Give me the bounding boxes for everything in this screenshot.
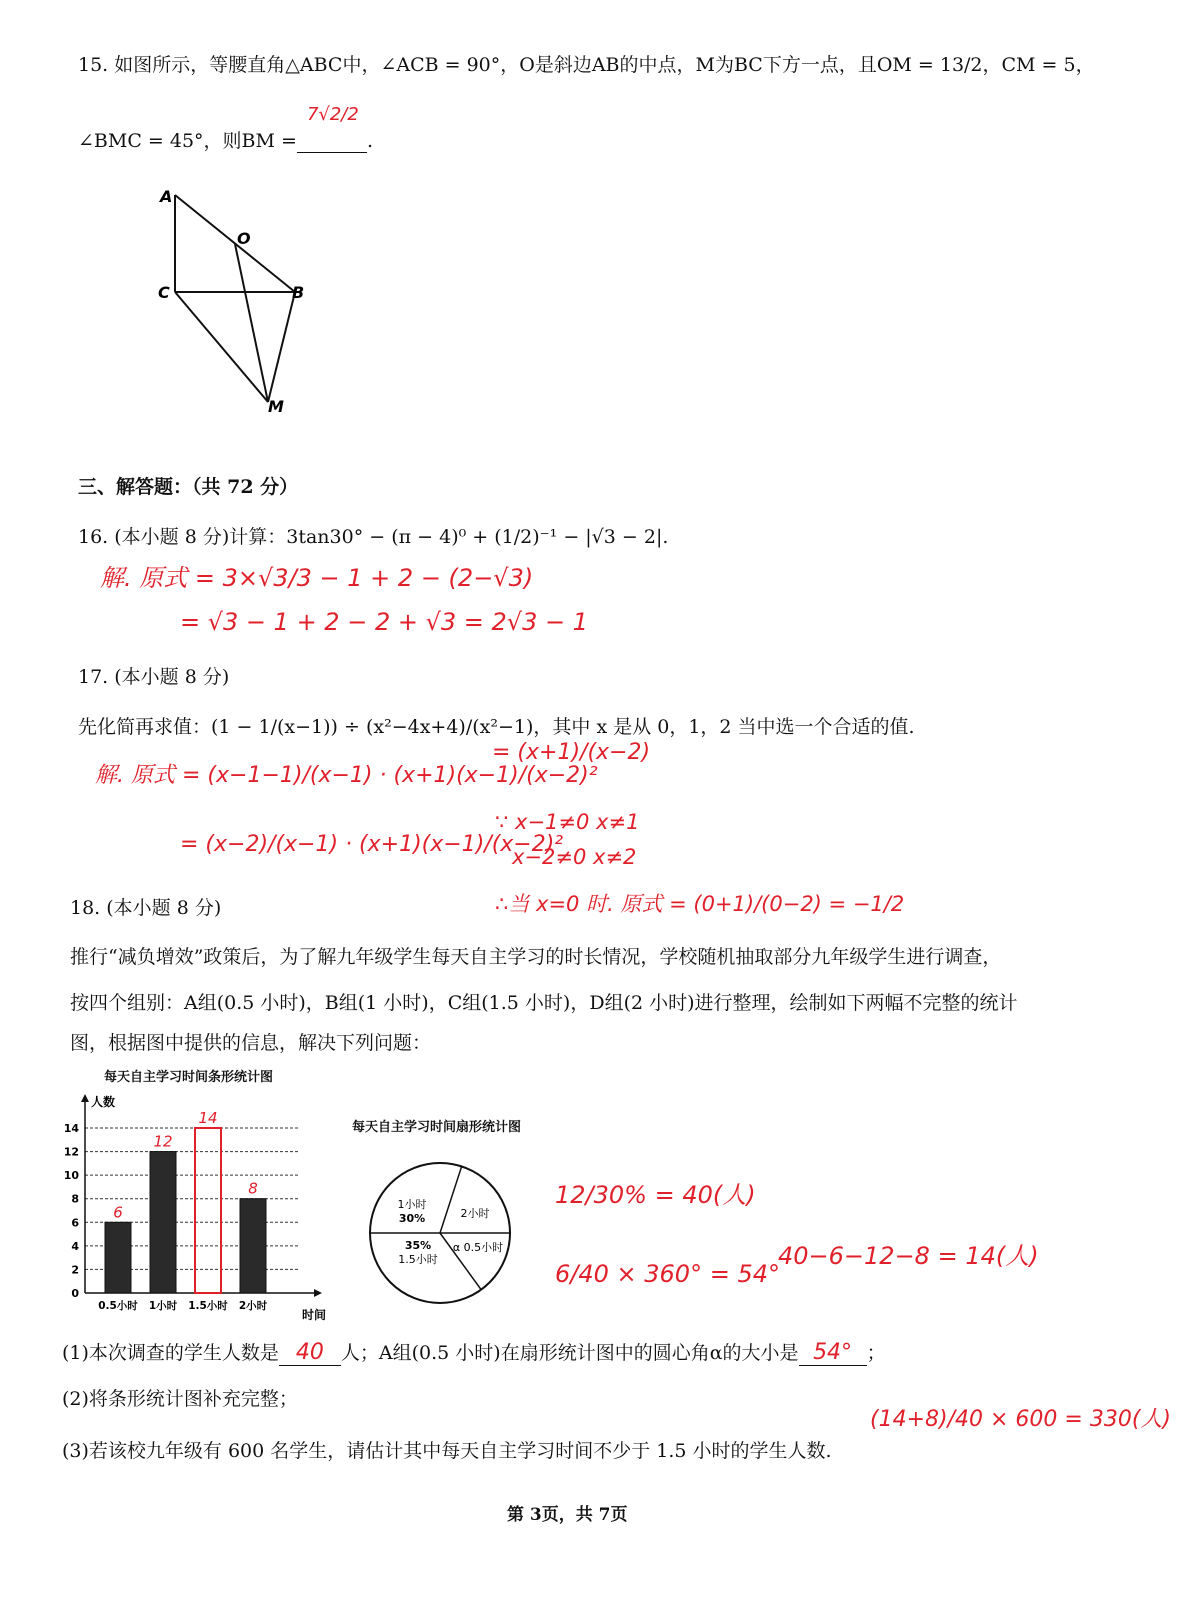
q18-sub1-answer2: 54° — [813, 1340, 853, 1365]
y-axis-arrow — [81, 1094, 89, 1102]
q17-work-line2: = (x−2)/(x−1) · (x+1)(x−1)/(x−2)² — [180, 832, 564, 857]
pie-slice-label: 1小时 — [397, 1198, 427, 1211]
q17-header: 17. (本小题 8 分) — [78, 666, 230, 688]
y-tick-label: 10 — [63, 1169, 79, 1183]
point-m-label: M — [268, 397, 284, 416]
point-c-label: C — [158, 283, 170, 302]
q18-sub3: (3)若该校九年级有 600 名学生，请估计其中每天自主学习时间不少于 1.5 小时的学生人数. — [62, 1440, 832, 1462]
q16-work-line2: = √3 − 1 + 2 − 2 + √3 = 2√3 − 1 — [180, 608, 588, 636]
q18-sub1: (1)本次调查的学生人数是 40 人；A组(0.5 小时)在扇形统计图中的圆心角α的大小是 54° ； — [62, 1340, 886, 1365]
q18-sub2: (2)将条形统计图补充完整； — [62, 1388, 298, 1410]
section-title: 三、解答题：（共 72 分） — [78, 476, 299, 498]
q17-work-line1: 解. 原式 = (x−1−1)/(x−1) · (x+1)(x−1)/(x−2)² — [95, 763, 598, 788]
point-o-label: O — [237, 229, 251, 248]
pie-chart-title: 每天自主学习时间扇形统计图 — [352, 1120, 522, 1135]
bar-value-label: 6 — [113, 1203, 123, 1222]
pie-slice-label: α 0.5小时 — [452, 1241, 504, 1254]
point-a-label: A — [160, 187, 173, 206]
q18-sub1-blank1 — [279, 1340, 341, 1366]
bar-0 — [105, 1222, 131, 1293]
calc-angle-alpha: 6/40 × 360° = 54° — [555, 1260, 780, 1288]
q15-answer-blank — [297, 104, 367, 153]
q15-answer: 7√2/2 — [306, 104, 359, 125]
x-tick-label: 0.5小时 — [98, 1300, 138, 1312]
page-footer: 第 3页，共 7页 — [507, 1505, 628, 1525]
bar-1 — [150, 1152, 176, 1293]
x-tick-label: 1小时 — [148, 1300, 178, 1312]
bar-value-label: 12 — [153, 1132, 173, 1151]
q18-sub1-blank2 — [799, 1340, 867, 1366]
q18-sub1-part1: (1)本次调查的学生人数是 — [62, 1342, 279, 1364]
calc-group-c-count: 40−6−12−8 = 14(人) — [778, 1242, 1039, 1270]
point-b-label: B — [292, 283, 305, 302]
bar-chart-title: 每天自主学习时间条形统计图 — [104, 1070, 274, 1085]
q17-conclusion: ∴当 x=0 时. 原式 = (0+1)/(0−2) = −1/2 — [495, 892, 905, 916]
pie-slice-percent: 35% — [404, 1239, 432, 1252]
y-tick-label: 6 — [71, 1216, 79, 1230]
q17-condition-1: ∵ x−1≠0 x≠1 — [495, 810, 640, 834]
q16-work-line1: 解. 原式 = 3×√3/3 − 1 + 2 − (2−√3) — [100, 564, 534, 592]
q15-line2-prefix: ∠BMC = 45°，则BM = — [78, 130, 297, 152]
y-tick-label: 4 — [71, 1239, 79, 1253]
bar-3 — [240, 1199, 266, 1293]
y-axis-label: 人数 — [91, 1095, 116, 1109]
calc-total-students: 12/30% = 40(人) — [555, 1181, 756, 1209]
pie-slice-label: 2小时 — [460, 1207, 490, 1220]
x-tick-label: 1.5小时 — [188, 1300, 228, 1312]
q18-sub1-part2: 人；A组(0.5 小时)在扇形统计图中的圆心角α的大小是 — [340, 1342, 799, 1364]
q15-stem-line1: 15. 如图所示，等腰直角△ABC中，∠ACB = 90°，O是斜边AB的中点，M为BC下方一点，且OM = 13/2，CM = 5， — [78, 54, 1095, 76]
y-tick-label: 0 — [71, 1287, 79, 1300]
q17-stem: 先化简再求值：(1 − 1/(x−1)) ÷ (x²−4x+4)/(x²−1)，其中 x 是从 0，1，2 当中选一个合适的值. — [78, 716, 915, 738]
pie-slice-label: 1.5小时 — [398, 1253, 438, 1266]
bar-value-label: 8 — [248, 1179, 258, 1198]
bar-1-5h-drawn — [195, 1128, 221, 1293]
q18-para-3: 图，根据图中提供的信息，解决下列问题： — [70, 1032, 432, 1054]
q18-header: 18. (本小题 8 分) — [70, 897, 222, 919]
q18-para-2: 按四个组别：A组(0.5 小时)，B组(1 小时)，C组(1.5 小时)，D组(2 小时)进行整理，绘制如下两幅不完整的统计 — [70, 992, 1018, 1014]
q18-sub1-answer1: 40 — [295, 1340, 324, 1365]
q17-condition-2: x−2≠0 x≠2 — [512, 845, 637, 869]
y-tick-label: 2 — [71, 1263, 79, 1277]
q17-work-line1b: = (x+1)/(x−2) — [492, 740, 651, 765]
y-tick-label: 14 — [63, 1122, 79, 1135]
bar-chart — [55, 1088, 355, 1328]
calc-estimate: (14+8)/40 × 600 = 330(人) — [870, 1407, 1171, 1432]
q15-geometry-figure — [150, 180, 330, 420]
q15-stem-line2: ∠BMC = 45°，则BM = 7√2/2 . — [78, 104, 373, 152]
x-tick-label: 2小时 — [238, 1300, 268, 1312]
q18-para-1: 推行“减负增效”政策后，为了解九年级学生每天自主学习的时长情况，学校随机抽取部分九年级学生进行调查， — [70, 946, 1002, 968]
pie-slice-percent: 30% — [398, 1212, 426, 1225]
pie-chart — [365, 1158, 515, 1308]
bar-value-label: 14 — [198, 1109, 218, 1127]
x-axis-arrow — [314, 1289, 322, 1297]
x-axis-label: 时间 — [302, 1308, 327, 1322]
y-tick-label: 12 — [63, 1145, 79, 1159]
q16-stem: 16. (本小题 8 分)计算：3tan30° − (π − 4)⁰ + (1/2)⁻¹ − |√3 − 2|. — [78, 526, 669, 548]
y-tick-label: 8 — [71, 1192, 79, 1206]
